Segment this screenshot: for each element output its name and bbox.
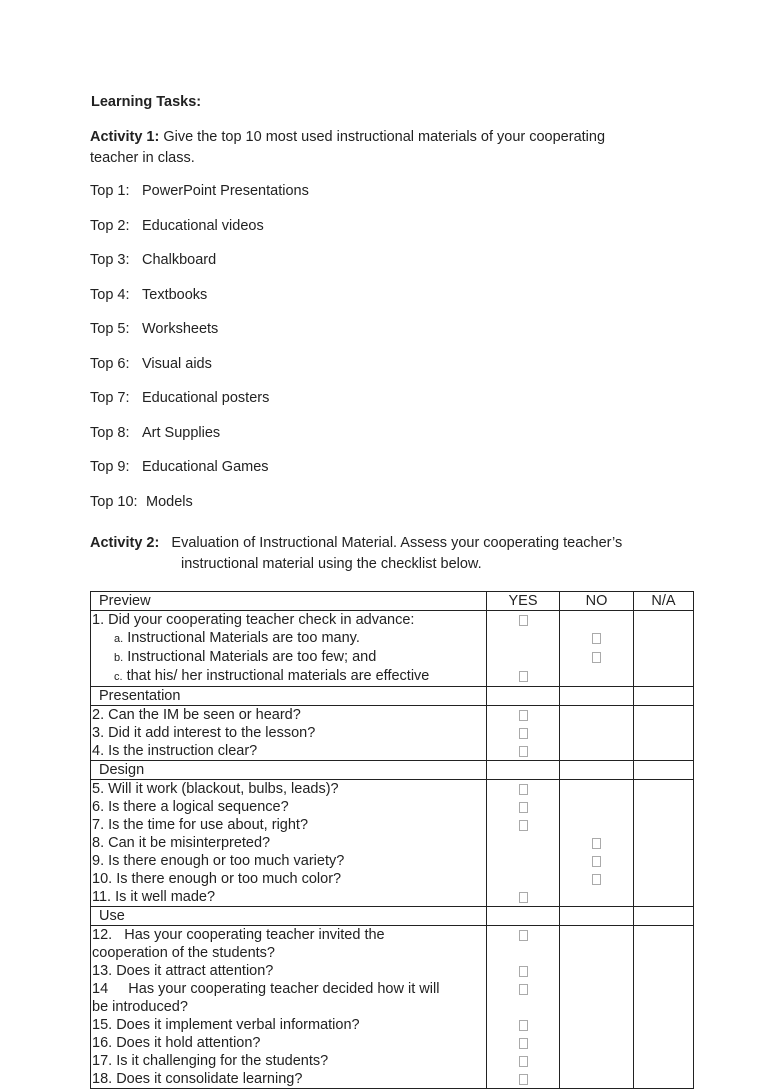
top-value: Worksheets bbox=[142, 321, 219, 337]
question-7: 7. Is the time for use about, right? bbox=[91, 816, 694, 834]
top-value: Art Supplies bbox=[142, 424, 221, 441]
activity2-label: Activity 2: bbox=[90, 535, 160, 551]
top-rank: Top 7: bbox=[90, 390, 130, 406]
top-value: Educational videos bbox=[142, 217, 264, 234]
activity2-text: Evaluation of Instructional Material. Assess your cooperating teacher’s bbox=[171, 535, 623, 551]
question-14-cont: be introduced? bbox=[91, 998, 487, 1016]
activity1-instructions bbox=[90, 128, 605, 146]
activity1-text: Give the top 10 most used instructional materials of your cooperating bbox=[159, 129, 606, 145]
question-14-cont-row bbox=[91, 998, 694, 1016]
top-rank: Top 2: bbox=[90, 217, 130, 234]
question-9: 9. Is there enough or too much variety? bbox=[91, 852, 694, 870]
checkbox-yes[interactable] bbox=[519, 746, 528, 757]
top-rank: Top 5: bbox=[90, 321, 130, 337]
top-value: Textbooks bbox=[142, 286, 208, 303]
checkbox-no[interactable] bbox=[592, 633, 601, 644]
top-rank: Top 3: bbox=[90, 252, 130, 268]
question-1: 1. Did your cooperating teacher check in advance: bbox=[91, 611, 694, 630]
section-design: Design bbox=[91, 761, 487, 780]
checkbox-no[interactable] bbox=[592, 838, 601, 849]
checkbox-yes[interactable] bbox=[519, 930, 528, 941]
checklist-table bbox=[90, 591, 694, 1089]
checkbox-yes[interactable] bbox=[519, 1056, 528, 1067]
top-rank: Top 4: bbox=[90, 286, 130, 303]
checkbox-no[interactable] bbox=[592, 874, 601, 885]
question-14: 14 Has your cooperating teacher decided how it will bbox=[91, 980, 694, 998]
checkbox-yes[interactable] bbox=[519, 966, 528, 977]
question-3: 3. Did it add interest to the lesson? bbox=[91, 724, 694, 742]
checkbox-yes[interactable] bbox=[519, 784, 528, 795]
section-presentation-row bbox=[91, 687, 694, 706]
checkbox-yes[interactable] bbox=[519, 802, 528, 813]
top-value: Visual aids bbox=[142, 355, 212, 372]
question-17: 17. Is it challenging for the students? bbox=[91, 1052, 694, 1070]
top-rank: Top 8: bbox=[90, 424, 130, 441]
question-12: 12. Has your cooperating teacher invited the bbox=[91, 926, 694, 945]
checkbox-yes[interactable] bbox=[519, 671, 528, 682]
section-design-row bbox=[91, 761, 694, 780]
question-5: 5. Will it work (blackout, bulbs, leads)? bbox=[91, 780, 694, 799]
question-15: 15. Does it implement verbal information? bbox=[91, 1016, 694, 1034]
section-heading: Learning Tasks: bbox=[91, 94, 202, 110]
top-rank: Top 10: bbox=[90, 493, 138, 510]
question-18: 18. Does it consolidate learning? bbox=[91, 1070, 694, 1089]
top-list-item bbox=[90, 424, 221, 442]
question-11: 11. Is it well made? bbox=[91, 888, 694, 907]
checkbox-no[interactable] bbox=[592, 652, 601, 663]
header-no: NO bbox=[560, 592, 634, 611]
top-rank: Top 9: bbox=[90, 459, 130, 475]
top-list-item bbox=[90, 217, 264, 235]
question-13: 13. Does it attract attention? bbox=[91, 962, 694, 980]
activity1-label: Activity 1: bbox=[90, 129, 160, 145]
top-list-item bbox=[90, 251, 217, 269]
top-list-item bbox=[90, 493, 193, 511]
question-8: 8. Can it be misinterpreted? bbox=[91, 834, 694, 852]
checkbox-no[interactable] bbox=[592, 856, 601, 867]
header-yes: YES bbox=[487, 592, 560, 611]
top-list-item bbox=[90, 286, 208, 304]
checkbox-yes[interactable] bbox=[519, 615, 528, 626]
checkbox-yes[interactable] bbox=[519, 1074, 528, 1085]
header-preview: Preview bbox=[91, 592, 487, 611]
question-6: 6. Is there a logical sequence? bbox=[91, 798, 694, 816]
question-1a: a. Instructional Materials are too many. bbox=[91, 629, 694, 648]
question-2: 2. Can the IM be seen or heard? bbox=[91, 706, 694, 725]
top-value: Educational posters bbox=[142, 390, 270, 406]
top-list-item bbox=[90, 320, 219, 338]
question-12-cont-row bbox=[91, 944, 694, 962]
top-value: Models bbox=[146, 493, 193, 510]
checkbox-yes[interactable] bbox=[519, 1038, 528, 1049]
top-rank: Top 1: bbox=[90, 183, 130, 199]
checkbox-yes[interactable] bbox=[519, 728, 528, 739]
top-value: Chalkboard bbox=[142, 252, 217, 268]
top-value: Educational Games bbox=[142, 459, 269, 475]
question-10: 10. Is there enough or too much color? bbox=[91, 870, 694, 888]
checkbox-yes[interactable] bbox=[519, 984, 528, 995]
header-row bbox=[91, 592, 694, 611]
question-16: 16. Does it hold attention? bbox=[91, 1034, 694, 1052]
top-value: PowerPoint Presentations bbox=[142, 183, 309, 199]
top-list-item bbox=[90, 389, 270, 407]
section-use-row bbox=[91, 907, 694, 926]
checkbox-yes[interactable] bbox=[519, 710, 528, 721]
section-use: Use bbox=[91, 907, 487, 926]
activity2-text-cont: instructional material using the checklist below. bbox=[181, 556, 482, 572]
question-4: 4. Is the instruction clear? bbox=[91, 742, 694, 761]
question-12-cont: cooperation of the students? bbox=[91, 944, 487, 962]
section-presentation: Presentation bbox=[91, 687, 487, 706]
checkbox-yes[interactable] bbox=[519, 892, 528, 903]
top-list-item bbox=[90, 458, 269, 476]
question-1b: b. Instructional Materials are too few; and bbox=[91, 648, 694, 667]
top-list-item bbox=[90, 355, 212, 373]
checkbox-yes[interactable] bbox=[519, 1020, 528, 1031]
activity1-text-cont: teacher in class. bbox=[90, 150, 195, 166]
top-rank: Top 6: bbox=[90, 355, 130, 372]
question-1c: c. that his/ her instructional materials are effective bbox=[91, 667, 694, 687]
top-list-item bbox=[90, 182, 309, 200]
header-na: N/A bbox=[634, 592, 694, 611]
activity2-instructions bbox=[90, 534, 622, 552]
checkbox-yes[interactable] bbox=[519, 820, 528, 831]
